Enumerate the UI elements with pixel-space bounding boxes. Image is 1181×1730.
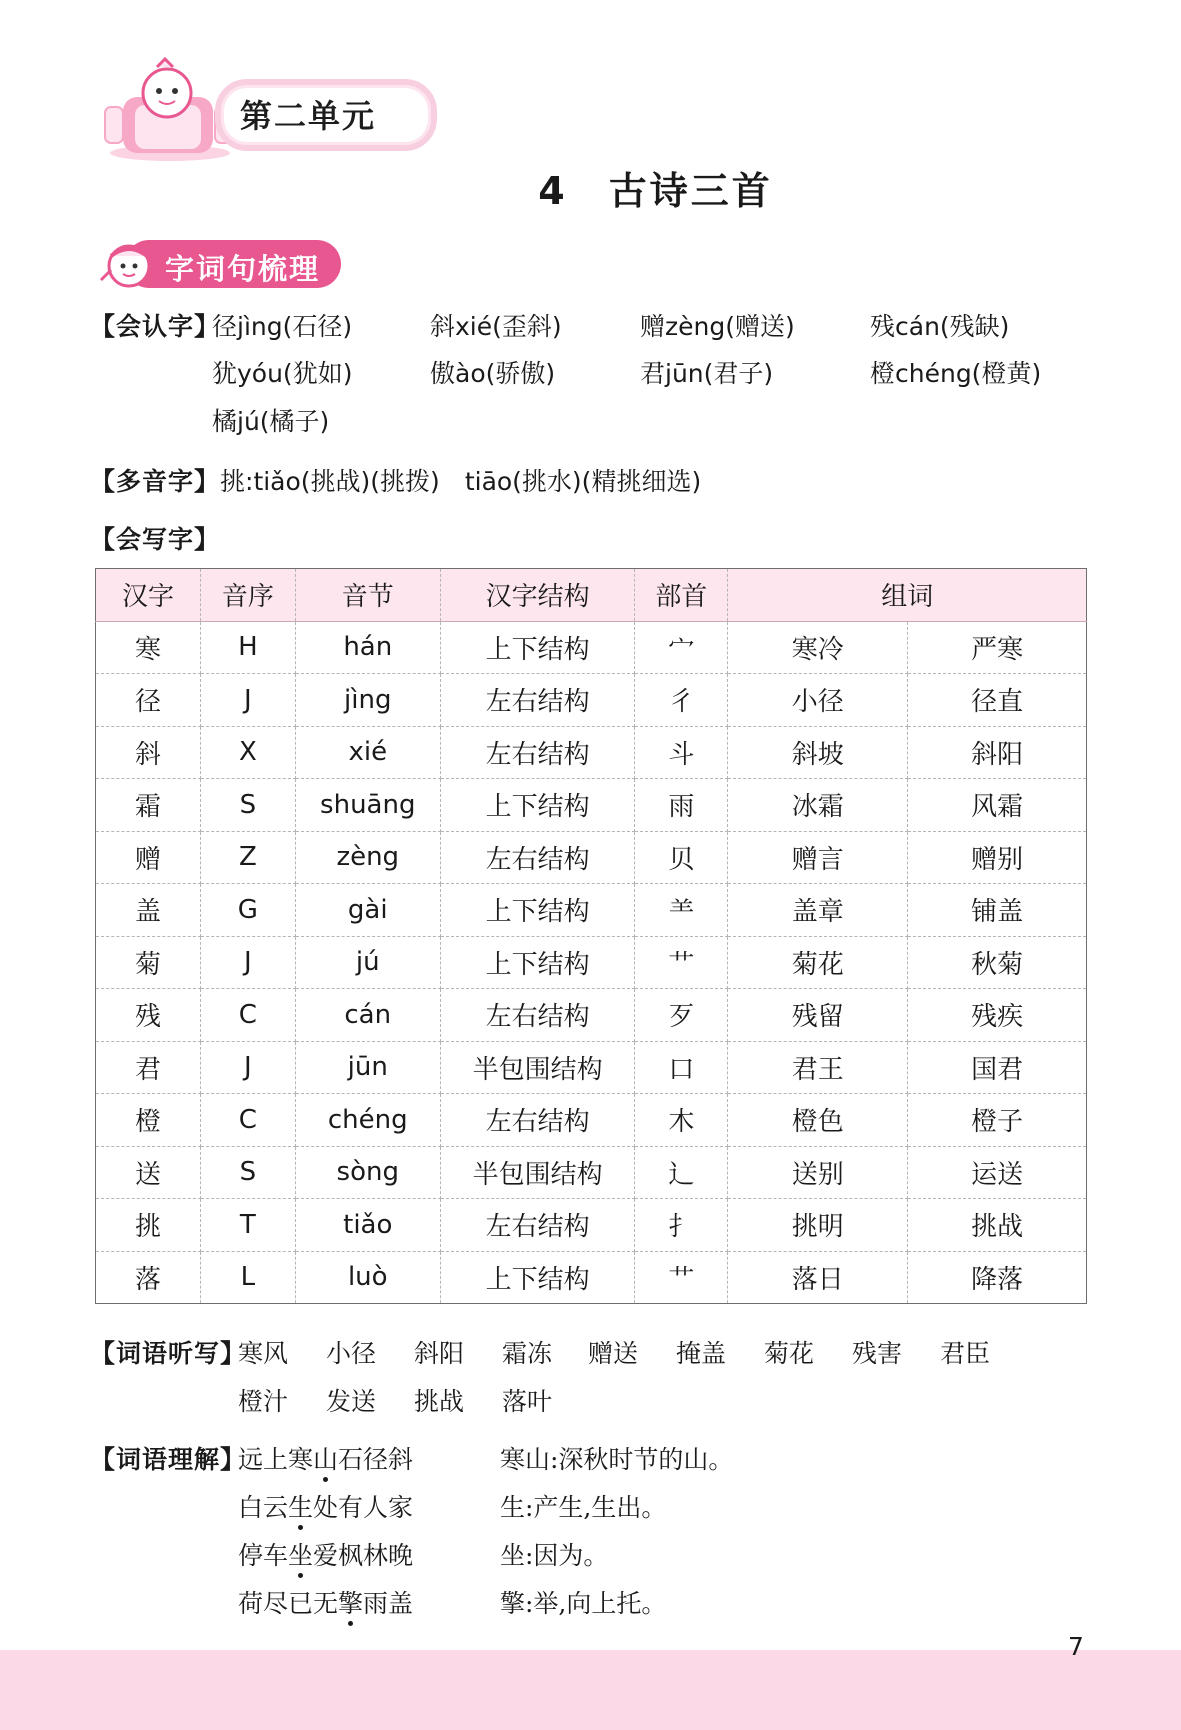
recognize-tag-label: 【会认字】	[90, 312, 221, 341]
cell-yinjie: xié	[295, 726, 440, 779]
dictation-word: 小径	[326, 1339, 377, 1368]
section-badge	[95, 240, 343, 288]
cell-bushou: 歹	[635, 989, 728, 1042]
cell-hanzi: 赠	[96, 831, 201, 884]
poem-line-after: 爱枫林晚	[313, 1541, 414, 1570]
dictation-word: 橙汁	[238, 1387, 289, 1416]
cell-yinxu: C	[200, 989, 295, 1042]
cell-yinjie: cán	[295, 989, 440, 1042]
cell-hanzi: 斜	[96, 726, 201, 779]
poem-line-before: 白云	[238, 1493, 289, 1522]
cell-bushou: 彳	[635, 674, 728, 727]
cell-zuci-2: 降落	[908, 1251, 1087, 1304]
section-badge-label: 字词句梳理	[165, 252, 321, 286]
table-row	[96, 1041, 1087, 1094]
poem-line-before: 远上寒	[238, 1445, 314, 1474]
cell-zuci-1: 挑明	[728, 1199, 908, 1252]
cell-hanzi: 菊	[96, 936, 201, 989]
cell-yinxu: S	[200, 1146, 295, 1199]
cell-jiegou: 半包围结构	[440, 1041, 635, 1094]
cell-yinjie: gài	[295, 884, 440, 937]
cell-yinjie: jìng	[295, 674, 440, 727]
cell-bushou: 贝	[635, 831, 728, 884]
page-number: 7	[1068, 1632, 1084, 1661]
poem-line-key: 坐	[288, 1541, 314, 1570]
cell-jiegou: 上下结构	[440, 621, 635, 674]
poem-line	[238, 1536, 413, 1572]
cell-jiegou: 左右结构	[440, 1199, 635, 1252]
table-row	[96, 674, 1087, 727]
cell-bushou: ⺷	[635, 884, 728, 937]
cell-zuci-1: 寒冷	[728, 621, 908, 674]
dictation-word: 掩盖	[676, 1339, 727, 1368]
dictation-word: 赠送	[588, 1339, 639, 1368]
mascot-small-icon	[95, 240, 165, 290]
cell-zuci-2: 残疾	[908, 989, 1087, 1042]
cell-yinxu: J	[200, 1041, 295, 1094]
header-jiegou: 汉字结构	[440, 569, 635, 622]
write-tag	[90, 520, 220, 556]
table-header-row	[96, 569, 1087, 622]
understanding-tag-label: 【词语理解】	[90, 1445, 247, 1474]
lesson-title-text: 4 古诗三首	[538, 169, 773, 213]
bottom-band	[0, 1650, 1181, 1730]
recognize-item: 残cán(残缺)	[870, 312, 1010, 341]
recognize-item: 橙chéng(橙黄)	[870, 359, 1042, 388]
cell-zuci-1: 赠言	[728, 831, 908, 884]
cell-zuci-2: 赠别	[908, 831, 1087, 884]
cell-yinxu: C	[200, 1094, 295, 1147]
cell-zuci-2: 风霜	[908, 779, 1087, 832]
cell-bushou: 艹	[635, 1251, 728, 1304]
cell-bushou: 艹	[635, 936, 728, 989]
header-bushou: 部首	[635, 569, 728, 622]
cell-zuci-2: 国君	[908, 1041, 1087, 1094]
table-row	[96, 1199, 1087, 1252]
poem-line-after: 雨盖	[363, 1589, 414, 1618]
cell-zuci-1: 菊花	[728, 936, 908, 989]
cell-hanzi: 橙	[96, 1094, 201, 1147]
cell-yinxu: J	[200, 936, 295, 989]
cell-bushou: 辶	[635, 1146, 728, 1199]
poem-line-before: 停车	[238, 1541, 289, 1570]
cell-yinxu: T	[200, 1199, 295, 1252]
cell-yinjie: zèng	[295, 831, 440, 884]
characters-table	[95, 568, 1087, 1304]
poem-line-key: 生	[288, 1493, 314, 1522]
cell-jiegou: 左右结构	[440, 726, 635, 779]
cell-yinjie: tiǎo	[295, 1199, 440, 1252]
dictation-word: 挑战	[414, 1387, 465, 1416]
polyphone-line	[90, 462, 701, 498]
dictation-word: 菊花	[764, 1339, 815, 1368]
cell-bushou: 扌	[635, 1199, 728, 1252]
cell-zuci-1: 橙色	[728, 1094, 908, 1147]
cell-jiegou: 左右结构	[440, 989, 635, 1042]
cell-jiegou: 上下结构	[440, 936, 635, 989]
poem-line-key: 擎	[338, 1589, 364, 1618]
cell-jiegou: 上下结构	[440, 779, 635, 832]
table-row	[96, 831, 1087, 884]
poem-meaning: 生:产生,生出。	[500, 1493, 667, 1522]
table-row	[96, 726, 1087, 779]
poem-line-after: 石径斜	[338, 1445, 414, 1474]
dictation-word: 君臣	[940, 1339, 991, 1368]
dictation-word: 霜冻	[502, 1339, 553, 1368]
recognize-item: 犹yóu(犹如)	[212, 359, 353, 388]
cell-hanzi: 径	[96, 674, 201, 727]
cell-jiegou: 左右结构	[440, 831, 635, 884]
table-row	[96, 621, 1087, 674]
cell-zuci-2: 秋菊	[908, 936, 1087, 989]
poem-line	[238, 1440, 413, 1476]
table-row	[96, 1251, 1087, 1304]
cell-zuci-2: 挑战	[908, 1199, 1087, 1252]
cell-bushou: 雨	[635, 779, 728, 832]
cell-zuci-1: 盖章	[728, 884, 908, 937]
polyphone-text: 挑:tiǎo(挑战)(挑拨) tiāo(挑水)(精挑细选)	[220, 467, 702, 496]
header-yinjie: 音节	[295, 569, 440, 622]
cell-zuci-2: 径直	[908, 674, 1087, 727]
dictation-tag	[90, 1334, 246, 1370]
dictation-word: 斜阳	[414, 1339, 465, 1368]
recognize-item: 橘jú(橘子)	[212, 407, 330, 436]
dictation-word: 落叶	[502, 1387, 553, 1416]
cell-zuci-2: 橙子	[908, 1094, 1087, 1147]
cell-zuci-1: 残留	[728, 989, 908, 1042]
unit-title: 第二单元	[240, 97, 377, 135]
cell-yinjie: jūn	[295, 1041, 440, 1094]
header-zuci: 组词	[728, 569, 1087, 622]
poem-meaning: 坐:因为。	[500, 1541, 609, 1570]
cell-bushou: 斗	[635, 726, 728, 779]
cell-zuci-2: 运送	[908, 1146, 1087, 1199]
table-row	[96, 1094, 1087, 1147]
header-yinxu: 音序	[200, 569, 295, 622]
cell-hanzi: 挑	[96, 1199, 201, 1252]
cell-bushou: 口	[635, 1041, 728, 1094]
lesson-title	[0, 160, 1181, 215]
cell-jiegou: 上下结构	[440, 884, 635, 937]
poem-meaning: 擎:举,向上托。	[500, 1589, 667, 1618]
dictation-word: 残害	[852, 1339, 903, 1368]
poem-line-key: 山	[313, 1445, 339, 1474]
recognize-item: 斜xié(歪斜)	[430, 312, 562, 341]
cell-yinjie: jú	[295, 936, 440, 989]
cell-yinjie: shuāng	[295, 779, 440, 832]
unit-banner	[95, 55, 435, 165]
cell-zuci-1: 小径	[728, 674, 908, 727]
cell-zuci-1: 冰霜	[728, 779, 908, 832]
cell-zuci-1: 落日	[728, 1251, 908, 1304]
cell-yinxu: S	[200, 779, 295, 832]
cell-jiegou: 半包围结构	[440, 1146, 635, 1199]
recognize-item: 君jūn(君子)	[640, 359, 774, 388]
cell-yinxu: H	[200, 621, 295, 674]
poem-meaning: 寒山:深秋时节的山。	[500, 1445, 734, 1474]
cell-hanzi: 送	[96, 1146, 201, 1199]
cell-zuci-2: 斜阳	[908, 726, 1087, 779]
recognize-item: 赠zèng(赠送)	[640, 312, 795, 341]
cell-zuci-2: 严寒	[908, 621, 1087, 674]
table-row	[96, 1146, 1087, 1199]
recognize-item: 傲ào(骄傲)	[430, 359, 556, 388]
recognize-tag	[90, 307, 220, 343]
cell-hanzi: 寒	[96, 621, 201, 674]
poem-line	[238, 1488, 413, 1524]
cell-bushou: 宀	[635, 621, 728, 674]
cell-yinxu: J	[200, 674, 295, 727]
cell-hanzi: 残	[96, 989, 201, 1042]
cell-yinxu: G	[200, 884, 295, 937]
cell-yinjie: luò	[295, 1251, 440, 1304]
cell-zuci-1: 君王	[728, 1041, 908, 1094]
poem-line	[238, 1584, 413, 1620]
understanding-tag	[90, 1440, 246, 1476]
recognize-item: 径jìng(石径)	[212, 312, 353, 341]
table-row	[96, 936, 1087, 989]
table-row	[96, 884, 1087, 937]
dictation-word: 寒风	[238, 1339, 289, 1368]
cell-jiegou: 上下结构	[440, 1251, 635, 1304]
cell-zuci-1: 斜坡	[728, 726, 908, 779]
cell-yinjie: chéng	[295, 1094, 440, 1147]
cell-bushou: 木	[635, 1094, 728, 1147]
polyphone-tag: 【多音字】	[90, 467, 221, 496]
cell-yinxu: Z	[200, 831, 295, 884]
cell-yinxu: L	[200, 1251, 295, 1304]
poem-line-before: 荷尽已无	[238, 1589, 339, 1618]
table-row	[96, 989, 1087, 1042]
cell-jiegou: 左右结构	[440, 674, 635, 727]
cell-hanzi: 盖	[96, 884, 201, 937]
poem-line-after: 处有人家	[313, 1493, 414, 1522]
write-tag-label: 【会写字】	[90, 525, 221, 554]
table-row	[96, 779, 1087, 832]
header-hanzi: 汉字	[96, 569, 201, 622]
cell-hanzi: 霜	[96, 779, 201, 832]
cell-hanzi: 落	[96, 1251, 201, 1304]
cell-hanzi: 君	[96, 1041, 201, 1094]
cell-zuci-1: 送别	[728, 1146, 908, 1199]
cell-yinxu: X	[200, 726, 295, 779]
table-body	[96, 621, 1087, 1304]
cell-yinjie: sòng	[295, 1146, 440, 1199]
cell-yinjie: hán	[295, 621, 440, 674]
dictation-tag-label: 【词语听写】	[90, 1339, 247, 1368]
cell-zuci-2: 铺盖	[908, 884, 1087, 937]
dictation-word: 发送	[326, 1387, 377, 1416]
cell-jiegou: 左右结构	[440, 1094, 635, 1147]
